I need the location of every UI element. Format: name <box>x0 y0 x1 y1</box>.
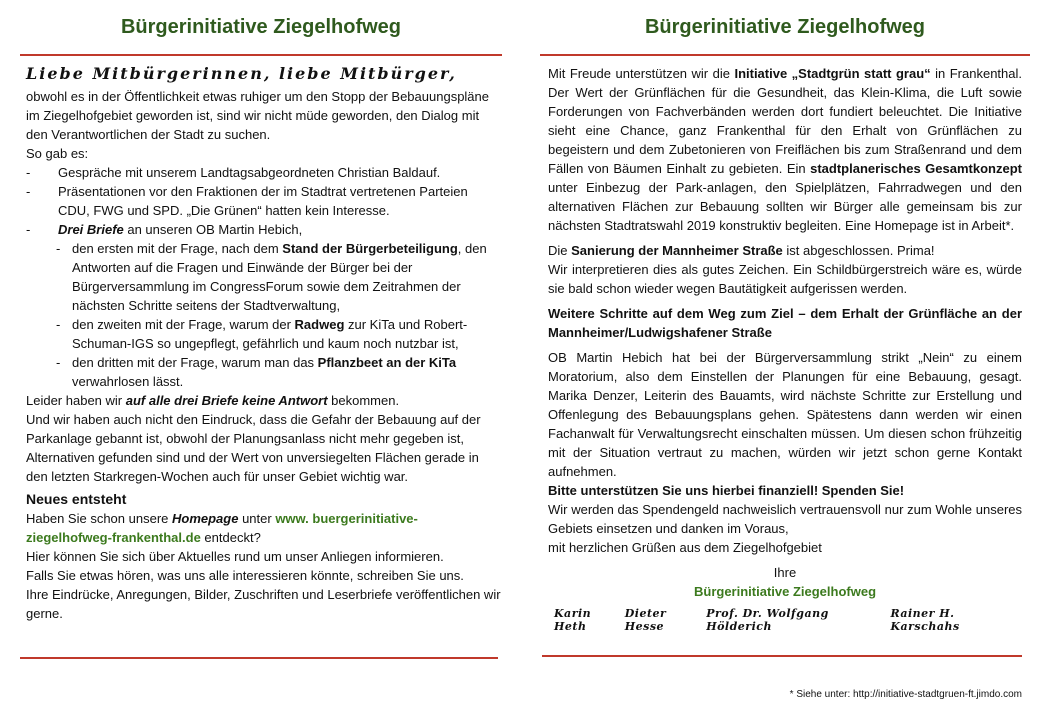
so-gab-text: So gab es: <box>26 146 89 161</box>
signature: Dieter Hesse <box>624 607 667 633</box>
greeting: Liebe Mitbürgerinnen, liebe Mitbürger, <box>26 64 457 83</box>
left-column <box>20 0 502 623</box>
sub-item: - den ersten mit der Frage, nach dem Stand der Bürgerbeteiligung, den Antworten auf die Fragen und Einwände der Bürger bei der Bürgerversammlung im CongressForum sowie dem Zeitrahmen der nächsten Schritte seitens der Stadtverwaltung, <box>56 241 487 313</box>
signature: Rainer H. Karschahs <box>890 607 960 633</box>
left-body <box>20 87 502 623</box>
right-title: Bürgerinitiative Ziegelhofweg <box>644 16 926 38</box>
signature: Prof. Dr. Wolfgang Hölderich <box>706 607 829 633</box>
intro-paragraph: obwohl es in der Öffentlichkeit etwas ruhiger um den Stopp der Bebauungspläne im Ziegelhofgebiet geworden ist, sind wir nicht müde geworden, den Dialog mit den Verantwortlichen der Stadt zu suchen. <box>26 89 489 142</box>
initiative-paragraph: Mit Freude unterstützen wir die Initiative „Stadtgrün statt grau“ in Frankenthal. Der Wert der Grünflächen für die Gesundheit, das Klein-Klima, die Luft sowie Forderungen von Fachverbänden werden dort fundiert beleuchtet. Die Initiative sieht eine Chance, ganz Frankenthal für den Erhalt von Grünflächen zu begeistern und dem Zubetonieren von Freiflächen bis zum Straßenrand und dem Fällen von Bäumen Einhalt zu gebieten. Ein stadtplanerisches Gesamtkonzept unter Einbezug der Park-anlagen, den Spielplätzen, Fahrradwegen und den alternativen Flächen zur Bebauung sollten wir Bürger alle gemeinsam bis zur nächsten Stadtratswahl 2019 konstruktiv begleiten. Eine Homepage ist in Arbeit*. <box>548 66 1023 233</box>
write-us-text: Falls Sie etwas hören, was uns alle interessieren könnte, schreiben Sie uns. <box>26 568 464 583</box>
no-answer-text: Leider haben wir auf alle drei Briefe keine Antwort bekommen. <box>26 393 400 408</box>
bullet-text: Präsentationen vor den Fraktionen der im Stadtrat vertretenen Parteien CDU, FWG und SPD. „Die Grünen“ hatten kein Interesse. <box>58 184 468 218</box>
donation-text: Wir werden das Spendengeld nachweislich vertrauensvoll nur zum Wohle unseres Gebiets einsetzen und danken im Voraus, <box>548 502 1022 536</box>
donation-appeal: Bitte unterstützen Sie uns hierbei finanziell! Spenden Sie! <box>548 483 905 498</box>
publish-text: Ihre Eindrücke, Anregungen, Bilder, Zuschriften und Leserbriefe veröffentlichen wir gerne. <box>26 587 501 621</box>
steps-heading: Weitere Schritte auf dem Weg zum Ziel – dem Erhalt der Grünfläche an der Mannheimer/Ludwigshafener Straße <box>548 306 1022 340</box>
sub-item: - den zweiten mit der Frage, warum der Radweg zur KiTa und Robert-Schuman-IGS so ungepflegt, gefährlich und kaum noch nutzbar ist, <box>56 317 468 351</box>
signature: Karin Heth <box>554 607 592 633</box>
left-title: Bürgerinitiative Ziegelhofweg <box>120 16 402 38</box>
right-top-rule <box>540 54 1030 56</box>
right-bottom-rule <box>542 655 1022 657</box>
footnote: * Siehe unter: http://initiative-stadtgruen-ft.jimdo.com <box>789 689 1022 700</box>
closing-org: Bürgerinitiative Ziegelhofweg <box>693 584 877 599</box>
right-body <box>540 64 1030 601</box>
left-bottom-rule <box>20 657 498 659</box>
left-top-rule <box>20 54 502 56</box>
homepage-text: Haben Sie schon unsere Homepage unter www. buergerinitiative-ziegelhofweg-frankenthal.de entdeckt? <box>26 511 418 545</box>
bullet-item-letters: - Drei Briefe an unseren OB Martin Hebich, <box>26 222 303 237</box>
moratorium-paragraph: OB Martin Hebich hat bei der Bürgerversammlung strikt „Nein“ zu einem Moratorium, also dem Einstellen der Planungen für eine Bebauung, gesagt. Marika Denzer, Leiterin des Bauamts, wird nächste Schritte zur Erstellung und Offenlegung des Bebauungsplans gehen. Spätestens dann werden wir einen Fachanwalt für Verwaltungsrecht einschalten müssen. Um diesen schon frühzeitig mit der Situation vertraut zu machen, würden wir jetzt schon gerne Kontakt aufnehmen. <box>548 350 1022 479</box>
signatures <box>540 601 1030 633</box>
bullet-item: - Gespräche mit unserem Landtagsabgeordneten Christian Baldauf. <box>26 163 502 182</box>
news-heading: Neues entsteht <box>26 491 127 507</box>
sub-item: - den dritten mit der Frage, warum man das Pflanzbeet an der KiTa verwahrlosen lässt. <box>56 355 457 389</box>
info-text: Hier können Sie sich über Aktuelles rund um unser Anliegen informieren. <box>26 549 444 564</box>
letters-bold: Drei Briefe <box>58 222 124 237</box>
greeting-close: mit herzlichen Grüßen aus dem Ziegelhofgebiet <box>548 540 822 555</box>
renovation-paragraph: Die Sanierung der Mannheimer Straße ist abgeschlossen. Prima! Wir interpretieren dies als gutes Zeichen. Ein Schildbürgerstreich wäre es, würde sie bald schon wieder wegen Bautätigkeit aufgerissen werden. <box>548 243 1022 296</box>
closing-ihre: Ihre <box>773 565 797 580</box>
bullet-text: Gespräche mit unserem Landtagsabgeordneten Christian Baldauf. <box>58 165 441 180</box>
right-column <box>540 0 1030 633</box>
impression-paragraph: Und wir haben auch nicht den Eindruck, dass die Gefahr der Bebauung auf der Parkanlage gebannt ist, obwohl der Planungsanlass nicht mehr gegeben ist, Alternativen gefunden sind und der Wert von unversiegelten Flächen gerade in den letzten Starkregen-Wochen auch für unser Gebiet wichtig war. <box>26 412 481 484</box>
bullet-item: - Präsentationen vor den Fraktionen der im Stadtrat vertretenen Parteien CDU, FWG und SPD. „Die Grünen“ hatten kein Interesse. <box>26 182 502 220</box>
homepage-link[interactable]: www. buergerinitiative-ziegelhofweg-frankenthal.de <box>26 511 418 545</box>
